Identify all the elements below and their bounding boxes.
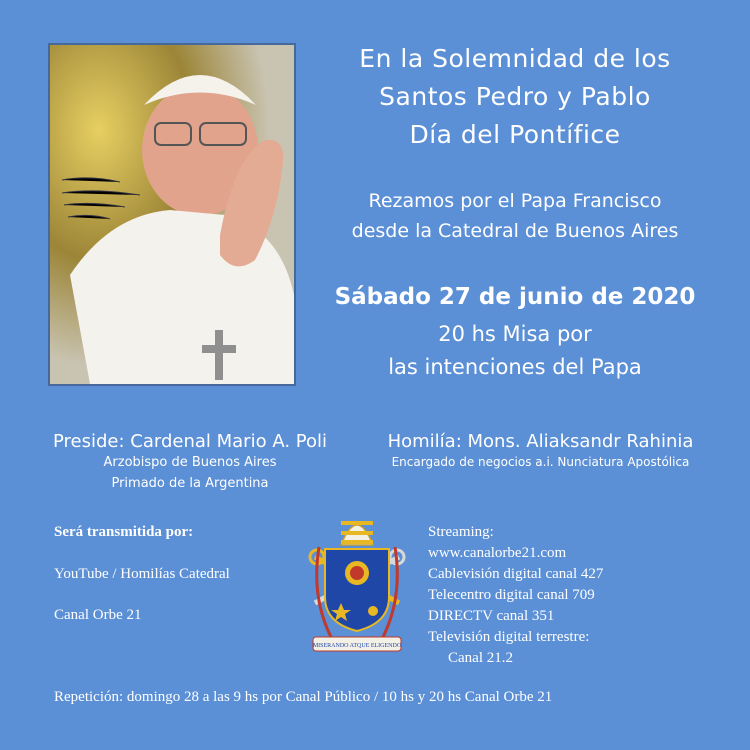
subtitle <box>305 186 725 246</box>
streaming-line: Cablevisión digital canal 427 <box>428 566 604 582</box>
pope-photo <box>48 43 296 386</box>
subtitle-line: Rezamos por el Papa Francisco <box>368 190 662 212</box>
mass-line: las intenciones del Papa <box>388 355 642 379</box>
transmission-heading: Será transmitida por: <box>54 524 194 540</box>
repeat-info: Repetición: domingo 28 a las 9 hs por Canal Público / 10 hs y 20 hs Canal Orbe 21 <box>54 689 553 705</box>
preside-name: Preside: Cardenal Mario A. Poli <box>53 431 327 452</box>
subtitle-line: desde la Catedral de Buenos Aires <box>351 220 679 242</box>
event-date: Sábado 27 de junio de 2020 <box>334 284 696 310</box>
streaming-line: Televisión digital terrestre: <box>428 629 590 645</box>
homily-block <box>368 431 713 473</box>
homily-name: Homilía: Mons. Aliaksandr Rahinia <box>387 431 694 452</box>
streaming-line: Telecentro digital canal 709 <box>428 587 595 603</box>
streaming-line: Streaming: <box>428 524 494 540</box>
preside-role-line: Primado de la Argentina <box>111 476 269 491</box>
main-title <box>315 40 715 154</box>
preside-role-line: Arzobispo de Buenos Aires <box>103 455 277 470</box>
title-line: Santos Pedro y Pablo <box>379 82 651 111</box>
preside-block <box>40 431 340 494</box>
papal-coat-of-arms <box>301 507 413 657</box>
streaming-line: DIRECTV canal 351 <box>428 608 555 624</box>
coat-of-arms-illustration <box>301 507 413 657</box>
streaming-line: Canal 21.2 <box>448 650 513 666</box>
coat-of-arms-motto: MISERANDO ATQUE ELIGENDO <box>312 643 402 649</box>
title-line: Día del Pontífice <box>409 120 621 149</box>
streaming-url[interactable]: www.canalorbe21.com <box>428 545 567 561</box>
mass-info <box>305 318 725 384</box>
pope-photo-illustration <box>50 45 294 384</box>
title-line: En la Solemnidad de los <box>359 44 671 73</box>
transmission-item: YouTube / Homilías Catedral <box>54 566 230 582</box>
streaming-block <box>428 522 603 669</box>
transmission-item: Canal Orbe 21 <box>54 607 142 623</box>
mass-line: 20 hs Misa por <box>438 322 592 346</box>
homily-role: Encargado de negocios a.i. Nunciatura Apostólica <box>391 455 690 469</box>
